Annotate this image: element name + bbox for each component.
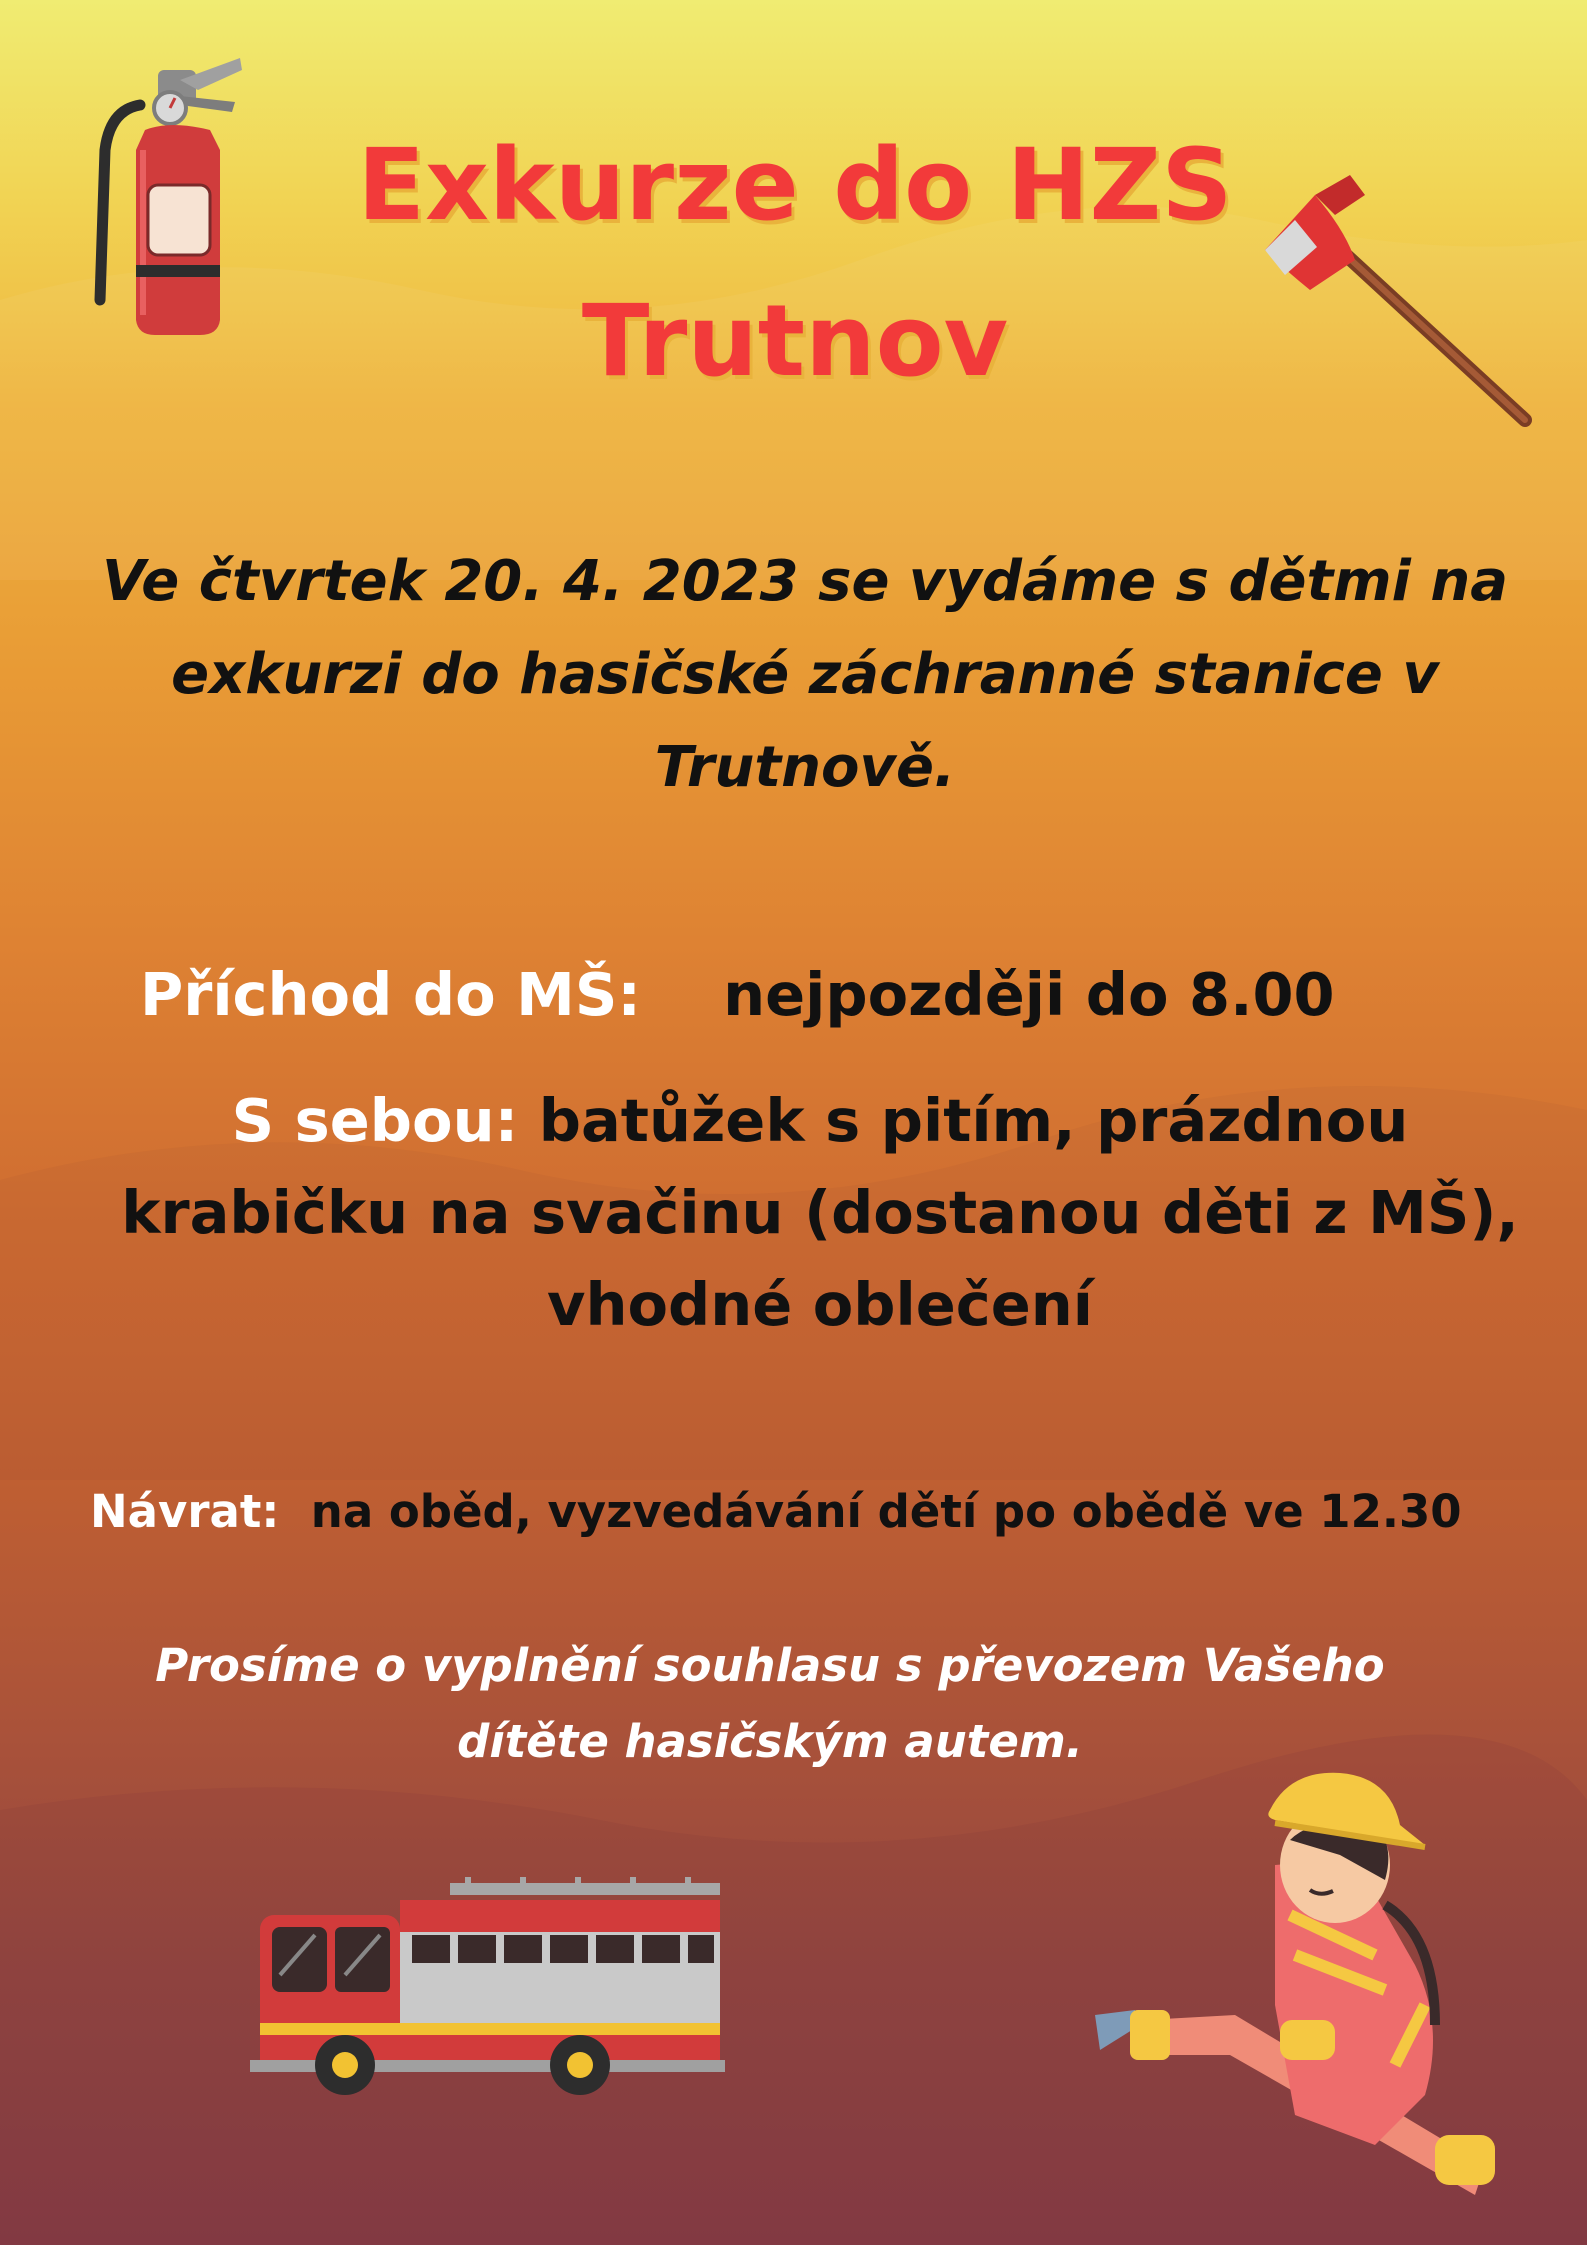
fire-truck-icon [250, 1875, 730, 2095]
arrival-row [140, 950, 1335, 1040]
title-line-2: Trutnov [581, 284, 1009, 399]
return-label: Návrat: [90, 1485, 280, 1538]
fire-extinguisher-icon [70, 50, 250, 340]
bring-label: S sebou: [231, 1086, 519, 1155]
return-row [90, 1477, 1462, 1547]
page-title [300, 108, 1290, 420]
bring-row [120, 1075, 1520, 1351]
bring-value: batůžek s pitím, prázdnou krabičku na svačinu (dostanou děti z MŠ), vhodné oblečení [121, 1086, 1519, 1339]
title-line-1: Exkurze do HZS [357, 128, 1233, 243]
fire-axe-icon [1255, 175, 1535, 435]
arrival-label: Příchod do MŠ: [140, 960, 641, 1029]
arrival-value: nejpozději do 8.00 [723, 960, 1335, 1029]
firefighter-with-hose-icon [1085, 1765, 1535, 2215]
consent-note: Prosíme o vyplnění souhlasu s převozem Vašeho dítěte hasičským autem. [155, 1639, 1385, 1768]
return-value: na oběd, vyzvedávání dětí po obědě ve 12.30 [310, 1485, 1462, 1538]
intro-text: Ve čtvrtek 20. 4. 2023 se vydáme s dětmi na exkurzi do hasičské záchranné stanice v Trutnově. [102, 549, 1508, 800]
